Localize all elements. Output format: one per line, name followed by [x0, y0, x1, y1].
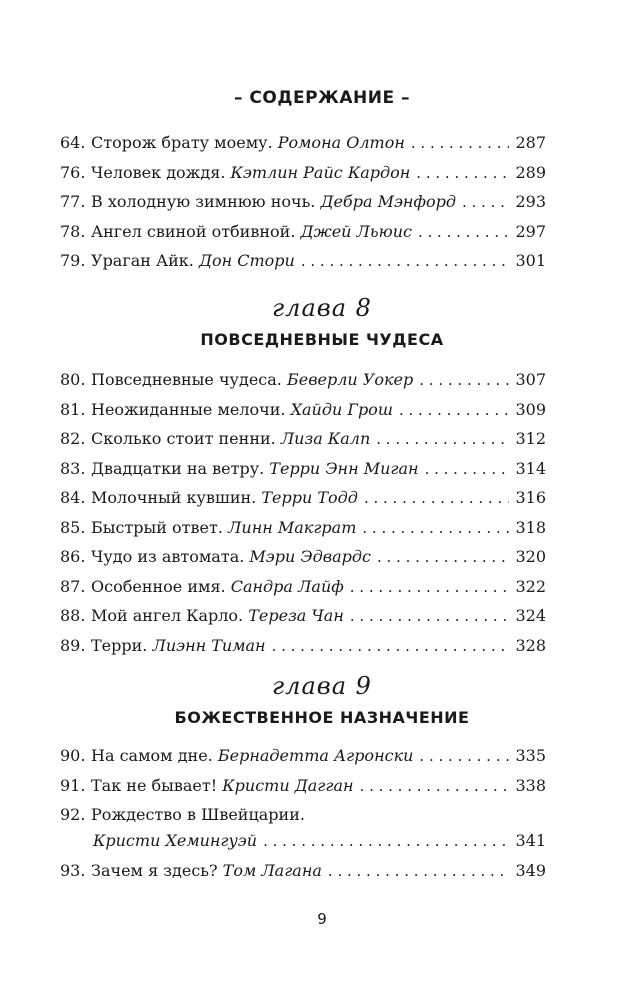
entry-author: Тереза Чан	[248, 606, 344, 625]
entry-page: 307	[515, 370, 546, 389]
toc-entry	[60, 163, 546, 193]
toc-entry	[60, 861, 546, 891]
toc-entry	[60, 192, 546, 222]
toc-entry	[60, 370, 546, 400]
chapter-label: глава 9	[272, 672, 372, 700]
entry-title: Зачем я здесь?	[91, 860, 218, 880]
entry-number: 92.	[60, 805, 86, 824]
entry-author: Кэтлин Райс Кардон	[230, 162, 411, 182]
toc-chapter-9	[60, 746, 546, 890]
leader-dots	[377, 548, 509, 566]
toc-entry	[60, 133, 546, 163]
entry-number: 78.	[60, 221, 86, 241]
toc-entry	[60, 488, 546, 518]
leader-dots	[328, 862, 510, 880]
toc-chapter-8	[60, 370, 546, 665]
entry-page: 322	[515, 576, 546, 596]
toc-entry	[60, 746, 546, 776]
entry-number: 80.	[60, 370, 86, 389]
leader-dots	[376, 430, 509, 448]
entry-title: Чудо из автомата.	[91, 547, 245, 566]
leader-dots	[360, 777, 510, 795]
entry-number: 85.	[60, 517, 86, 537]
entry-author: Том Лагана	[222, 860, 322, 880]
toc-entry	[60, 547, 546, 577]
entry-author: Беверли Уокер	[286, 370, 414, 389]
toc-entry	[60, 606, 546, 636]
entry-author: Кристи Хемингуэй	[93, 831, 258, 850]
entry-number: 90.	[60, 746, 86, 765]
entry-page: 297	[515, 221, 546, 241]
page-header: – СОДЕРЖАНИЕ –	[233, 88, 410, 108]
entry-page: 335	[515, 746, 546, 765]
entry-number: 93.	[60, 860, 86, 880]
entry-page: 309	[515, 399, 546, 419]
entry-author: Терри Энн Миган	[269, 458, 419, 478]
chapter-title: ПОВСЕДНЕВНЫЕ ЧУДЕСА	[200, 330, 444, 349]
chapter-9-heading	[0, 672, 644, 727]
chapter-label: глава 8	[272, 294, 372, 322]
entry-number: 88.	[60, 606, 86, 625]
entry-number: 64.	[60, 133, 86, 152]
entry-author: Дон Стори	[198, 251, 295, 270]
entry-number: 83.	[60, 458, 86, 478]
entry-number: 82.	[60, 429, 86, 448]
entry-title: Сторож брату моему.	[91, 133, 273, 152]
toc-entry-multiline	[60, 805, 546, 861]
entry-author: Линн Макграт	[228, 517, 357, 537]
leader-dots	[364, 489, 510, 507]
entry-number: 76.	[60, 162, 86, 182]
entry-author: Дебра Мэнфорд	[320, 192, 456, 211]
entry-page: 324	[515, 606, 546, 625]
toc-entry	[60, 577, 546, 607]
entry-page: 341	[515, 831, 546, 850]
entry-number: 84.	[60, 488, 86, 507]
leader-dots	[462, 193, 509, 211]
entry-number: 79.	[60, 251, 86, 270]
leader-dots	[418, 223, 509, 241]
entry-page: 312	[515, 429, 546, 448]
toc-entry	[60, 429, 546, 459]
entry-title: Терри.	[91, 635, 148, 655]
entry-title: Человек дождя.	[91, 162, 226, 182]
chapter-title: БОЖЕСТВЕННОЕ НАЗНАЧЕНИЕ	[174, 708, 470, 727]
toc-entry	[60, 776, 546, 806]
entry-page: 328	[515, 635, 546, 655]
page-number: 9	[317, 910, 327, 928]
entry-title: Сколько стоит пенни.	[91, 429, 276, 448]
entry-author: Сандра Лайф	[230, 576, 344, 596]
entry-number: 87.	[60, 576, 86, 596]
entry-page: 338	[515, 775, 546, 795]
entry-author: Хайди Грош	[290, 399, 393, 419]
toc-entry	[60, 636, 546, 666]
entry-title: Повседневные чудеса.	[91, 370, 282, 389]
toc-entry	[60, 400, 546, 430]
entry-number: 91.	[60, 775, 86, 795]
entry-author: Джей Льюис	[300, 221, 412, 241]
leader-dots	[419, 747, 509, 765]
entry-page: 318	[515, 517, 546, 537]
entry-title: Рождество в Швейцарии.	[91, 805, 305, 824]
entry-title: Двадцатки на ветру.	[91, 458, 265, 478]
leader-dots	[416, 164, 509, 182]
entry-title: Ангел свиной отбивной.	[91, 221, 296, 241]
entry-page: 287	[515, 133, 546, 152]
toc-entry	[60, 518, 546, 548]
entry-page: 293	[515, 192, 546, 211]
entry-title: Неожиданные мелочи.	[91, 399, 286, 419]
entry-title: Мой ангел Карло.	[91, 606, 244, 625]
leader-dots	[362, 519, 509, 537]
toc-section-1	[60, 133, 546, 281]
leader-dots	[350, 578, 510, 596]
leader-dots	[425, 460, 510, 478]
entry-number: 86.	[60, 547, 86, 566]
chapter-8-heading	[0, 294, 644, 349]
entry-author: Лиза Калп	[280, 429, 371, 448]
toc-entry	[60, 222, 546, 252]
entry-author: Мэри Эдвардс	[249, 547, 371, 566]
entry-page: 320	[515, 547, 546, 566]
entry-title: Так не бывает!	[91, 775, 218, 795]
leader-dots	[263, 832, 509, 850]
entry-title: На самом дне.	[91, 746, 213, 765]
entry-number: 89.	[60, 635, 86, 655]
leader-dots	[399, 401, 509, 419]
entry-title: Ураган Айк.	[91, 251, 194, 270]
entry-number: 81.	[60, 399, 86, 419]
entry-title: Быстрый ответ.	[91, 517, 223, 537]
entry-page: 289	[515, 162, 546, 182]
entry-title: Молочный кувшин.	[91, 488, 257, 507]
entry-title: В холодную зимнюю ночь.	[91, 192, 316, 211]
entry-author: Кристи Дагган	[222, 775, 354, 795]
toc-entry	[60, 459, 546, 489]
leader-dots	[272, 637, 510, 655]
leader-dots	[350, 607, 510, 625]
leader-dots	[301, 252, 510, 270]
leader-dots	[419, 371, 509, 389]
entry-page: 314	[515, 458, 546, 478]
entry-page: 301	[515, 251, 546, 270]
entry-author: Лиэнн Тиман	[152, 635, 266, 655]
entry-author: Бернадетта Агронски	[217, 746, 414, 765]
entry-page: 349	[515, 860, 546, 880]
entry-title: Особенное имя.	[91, 576, 226, 596]
entry-page: 316	[515, 488, 546, 507]
entry-author: Терри Тодд	[261, 488, 358, 507]
entry-number: 77.	[60, 192, 86, 211]
entry-author: Ромона Олтон	[277, 133, 405, 152]
toc-entry	[60, 251, 546, 281]
leader-dots	[411, 134, 510, 152]
